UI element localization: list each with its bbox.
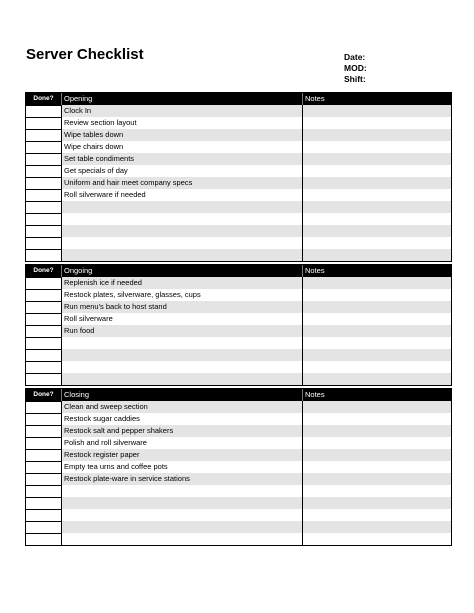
task-cell: Roll silverware (62, 313, 303, 325)
notes-cell[interactable] (303, 361, 451, 373)
task-cell: Restock sugar caddies (62, 413, 303, 425)
table-row (26, 497, 451, 509)
task-column-header: Ongoing (62, 265, 303, 277)
done-checkbox[interactable] (26, 361, 62, 373)
task-cell (62, 337, 303, 349)
task-cell (62, 509, 303, 521)
done-checkbox[interactable] (26, 473, 62, 485)
task-cell: Run menu's back to host stand (62, 301, 303, 313)
table-row (26, 325, 451, 337)
notes-cell[interactable] (303, 301, 451, 313)
done-checkbox[interactable] (26, 225, 62, 237)
task-cell (62, 533, 303, 545)
task-column-header: Closing (62, 389, 303, 401)
notes-column-header: Notes (305, 266, 325, 275)
meta-block (344, 52, 367, 85)
done-checkbox[interactable] (26, 189, 62, 201)
task-cell: Empty tea urns and coffee pots (62, 461, 303, 473)
done-checkbox[interactable] (26, 449, 62, 461)
notes-cell[interactable] (303, 165, 451, 177)
table-row (26, 249, 451, 261)
done-checkbox[interactable] (26, 201, 62, 213)
table-row (26, 373, 451, 385)
task-cell: Set table condiments (62, 153, 303, 165)
closing-section (25, 388, 452, 546)
notes-cell[interactable] (303, 129, 451, 141)
task-cell (62, 497, 303, 509)
notes-cell[interactable] (303, 249, 451, 261)
task-cell: Wipe chairs down (62, 141, 303, 153)
notes-cell[interactable] (303, 509, 451, 521)
done-checkbox[interactable] (26, 413, 62, 425)
section-header (26, 389, 451, 401)
table-row (26, 449, 451, 461)
task-cell: Run food (62, 325, 303, 337)
notes-cell[interactable] (303, 485, 451, 497)
notes-cell[interactable] (303, 237, 451, 249)
table-row (26, 277, 451, 289)
table-row (26, 313, 451, 325)
done-checkbox[interactable] (26, 533, 62, 545)
table-row (26, 361, 451, 373)
task-cell: Polish and roll silverware (62, 437, 303, 449)
task-cell (62, 361, 303, 373)
date-label: Date: (344, 52, 366, 62)
table-row (26, 349, 451, 361)
notes-cell[interactable] (303, 437, 451, 449)
done-checkbox[interactable] (26, 117, 62, 129)
task-cell: Get specials of day (62, 165, 303, 177)
notes-cell[interactable] (303, 473, 451, 485)
done-checkbox[interactable] (26, 401, 62, 413)
table-row (26, 413, 451, 425)
notes-cell[interactable] (303, 117, 451, 129)
done-checkbox[interactable] (26, 249, 62, 261)
done-checkbox[interactable] (26, 177, 62, 189)
table-row (26, 437, 451, 449)
done-column-header: Done? (26, 265, 62, 277)
done-checkbox[interactable] (26, 349, 62, 361)
task-cell: Clock In (62, 105, 303, 117)
table-row (26, 485, 451, 497)
task-column-header: Opening (62, 93, 303, 105)
table-row (26, 337, 451, 349)
notes-cell[interactable] (303, 225, 451, 237)
table-row (26, 153, 451, 165)
done-checkbox[interactable] (26, 277, 62, 289)
task-cell (62, 249, 303, 261)
table-row (26, 189, 451, 201)
task-cell: Clean and sweep section (62, 401, 303, 413)
notes-cell[interactable] (303, 189, 451, 201)
page-title: Server Checklist (26, 46, 144, 63)
task-cell (62, 237, 303, 249)
notes-cell[interactable] (303, 373, 451, 385)
done-checkbox[interactable] (26, 301, 62, 313)
task-cell: Restock plate-ware in service stations (62, 473, 303, 485)
table-row (26, 301, 451, 313)
ongoing-section (25, 264, 452, 386)
done-checkbox[interactable] (26, 129, 62, 141)
task-cell (62, 349, 303, 361)
done-checkbox[interactable] (26, 213, 62, 225)
done-checkbox[interactable] (26, 105, 62, 117)
table-row (26, 473, 451, 485)
task-cell: Review section layout (62, 117, 303, 129)
done-checkbox[interactable] (26, 373, 62, 385)
done-checkbox[interactable] (26, 153, 62, 165)
done-checkbox[interactable] (26, 237, 62, 249)
done-checkbox[interactable] (26, 141, 62, 153)
table-row (26, 213, 451, 225)
done-checkbox[interactable] (26, 425, 62, 437)
checklist-body (26, 277, 451, 385)
notes-cell[interactable] (303, 201, 451, 213)
task-cell (62, 225, 303, 237)
task-cell: Roll silverware if needed (62, 189, 303, 201)
checklist-body (26, 105, 451, 261)
notes-cell[interactable] (303, 413, 451, 425)
done-column-header: Done? (26, 93, 62, 105)
done-checkbox[interactable] (26, 337, 62, 349)
notes-cell[interactable] (303, 337, 451, 349)
notes-cell[interactable] (303, 105, 451, 117)
section-header (26, 93, 451, 105)
done-checkbox[interactable] (26, 437, 62, 449)
notes-cell[interactable] (303, 401, 451, 413)
done-checkbox[interactable] (26, 509, 62, 521)
table-row (26, 461, 451, 473)
done-checkbox[interactable] (26, 325, 62, 337)
task-cell: Restock salt and pepper shakers (62, 425, 303, 437)
table-row (26, 117, 451, 129)
table-row (26, 521, 451, 533)
done-checkbox[interactable] (26, 497, 62, 509)
checklist-body (26, 401, 451, 545)
table-row (26, 129, 451, 141)
notes-cell[interactable] (303, 289, 451, 301)
table-row (26, 401, 451, 413)
task-cell (62, 485, 303, 497)
notes-cell[interactable] (303, 153, 451, 165)
table-row (26, 225, 451, 237)
task-cell: Uniform and hair meet company specs (62, 177, 303, 189)
notes-cell[interactable] (303, 177, 451, 189)
notes-cell[interactable] (303, 349, 451, 361)
mod-label: MOD: (344, 63, 367, 73)
table-row (26, 289, 451, 301)
done-checkbox[interactable] (26, 461, 62, 473)
table-row (26, 533, 451, 545)
notes-column-header: Notes (305, 94, 325, 103)
table-row (26, 509, 451, 521)
notes-cell[interactable] (303, 213, 451, 225)
opening-section (25, 92, 452, 262)
task-cell: Wipe tables down (62, 129, 303, 141)
table-row (26, 425, 451, 437)
notes-cell[interactable] (303, 497, 451, 509)
section-header (26, 265, 451, 277)
table-row (26, 237, 451, 249)
task-cell (62, 213, 303, 225)
task-cell (62, 373, 303, 385)
notes-cell[interactable] (303, 449, 451, 461)
task-cell: Restock plates, silverware, glasses, cups (62, 289, 303, 301)
done-checkbox[interactable] (26, 165, 62, 177)
notes-cell[interactable] (303, 277, 451, 289)
table-row (26, 105, 451, 117)
notes-cell[interactable] (303, 521, 451, 533)
table-row (26, 165, 451, 177)
notes-cell[interactable] (303, 313, 451, 325)
table-row (26, 141, 451, 153)
shift-label: Shift: (344, 74, 366, 84)
task-cell (62, 521, 303, 533)
notes-column-header: Notes (305, 390, 325, 399)
task-cell: Replenish ice if needed (62, 277, 303, 289)
notes-cell[interactable] (303, 461, 451, 473)
notes-cell[interactable] (303, 533, 451, 545)
notes-cell[interactable] (303, 425, 451, 437)
done-checkbox[interactable] (26, 521, 62, 533)
task-cell: Restock register paper (62, 449, 303, 461)
notes-cell[interactable] (303, 325, 451, 337)
done-column-header: Done? (26, 389, 62, 401)
done-checkbox[interactable] (26, 485, 62, 497)
notes-cell[interactable] (303, 141, 451, 153)
task-cell (62, 201, 303, 213)
table-row (26, 177, 451, 189)
done-checkbox[interactable] (26, 289, 62, 301)
table-row (26, 201, 451, 213)
done-checkbox[interactable] (26, 313, 62, 325)
